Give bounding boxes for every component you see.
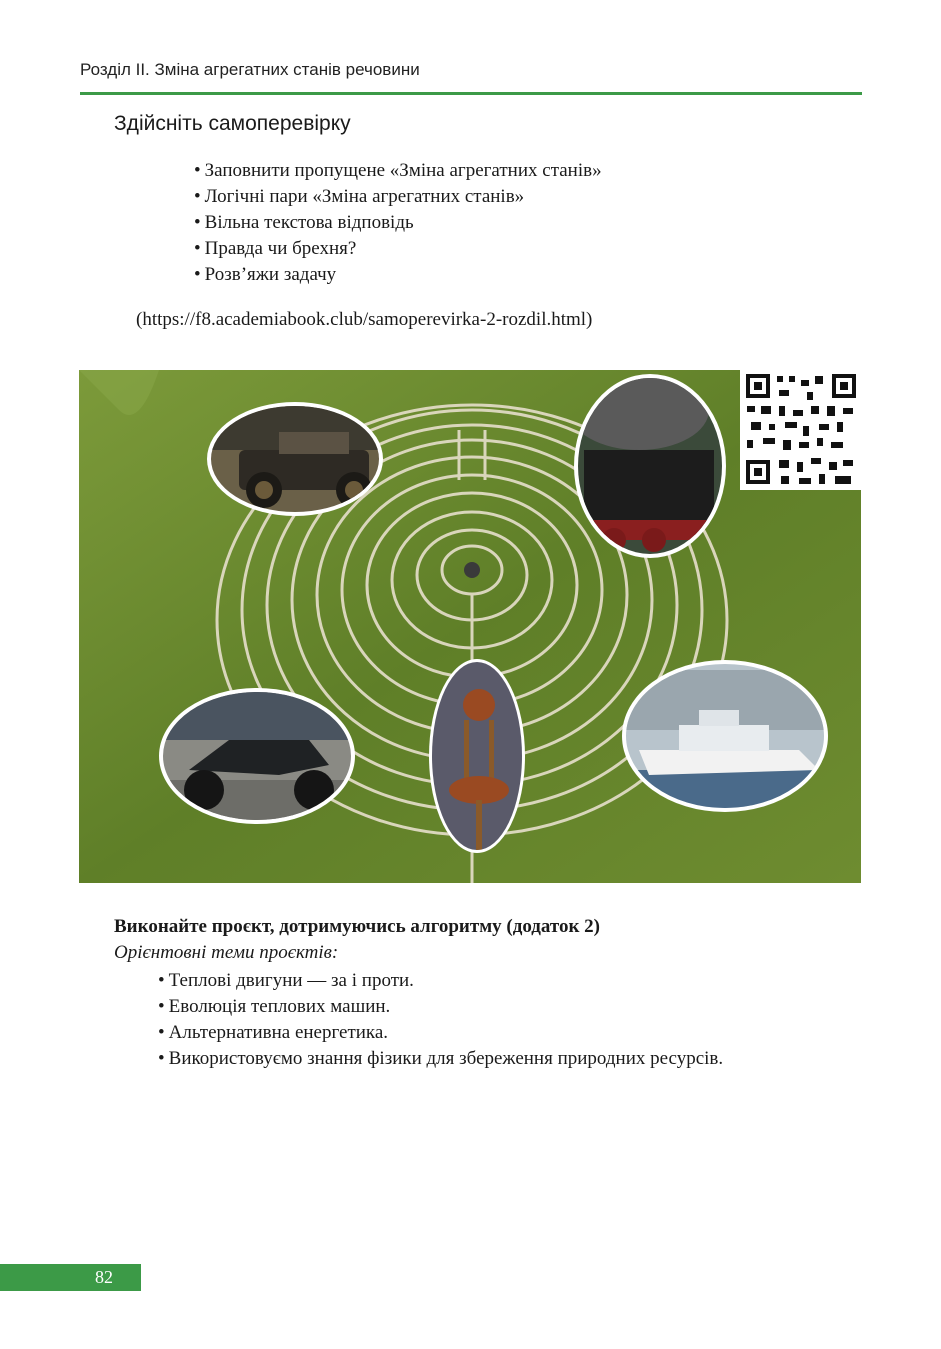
self-check-item[interactable]: • Заповнити пропущене «Зміна агрегатних станів» — [194, 158, 602, 184]
topic-item: • Альтернативна енергетика. — [158, 1020, 838, 1046]
chapter-header: Розділ ІІ. Зміна агрегатних станів речовини — [80, 60, 420, 79]
topic-item: • Еволюція теплових машин. — [158, 994, 838, 1020]
project-topics-list — [158, 968, 838, 1072]
topics-heading: Орієнтовні теми проєктів: — [114, 942, 339, 963]
header-divider — [80, 92, 862, 95]
page-number-badge — [0, 1264, 141, 1291]
self-check-item[interactable]: • Розв’яжи задачу — [194, 262, 602, 288]
self-check-title: Здійсніть самоперевірку — [114, 112, 351, 135]
topic-item: • Теплові двигуни — за і проти. — [158, 968, 838, 994]
self-check-list — [194, 158, 602, 288]
self-check-item[interactable]: • Правда чи брехня? — [194, 236, 602, 262]
self-check-link[interactable]: (https://f8.academiabook.club/samoperevirka-2-rozdil.html) — [136, 309, 593, 330]
labyrinth-illustration — [79, 370, 861, 883]
topic-item: • Використовуємо знання фізики для збереження природних ресурсів. — [158, 1046, 838, 1072]
page-number: 82 — [95, 1267, 113, 1287]
qr-code-icon[interactable] — [740, 370, 861, 490]
self-check-item[interactable]: • Вільна текстова відповідь — [194, 210, 602, 236]
project-title: Виконайте проєкт, дотримуючись алгоритму (додаток 2) — [114, 916, 601, 937]
self-check-item[interactable]: • Логічні пари «Зміна агрегатних станів» — [194, 184, 602, 210]
